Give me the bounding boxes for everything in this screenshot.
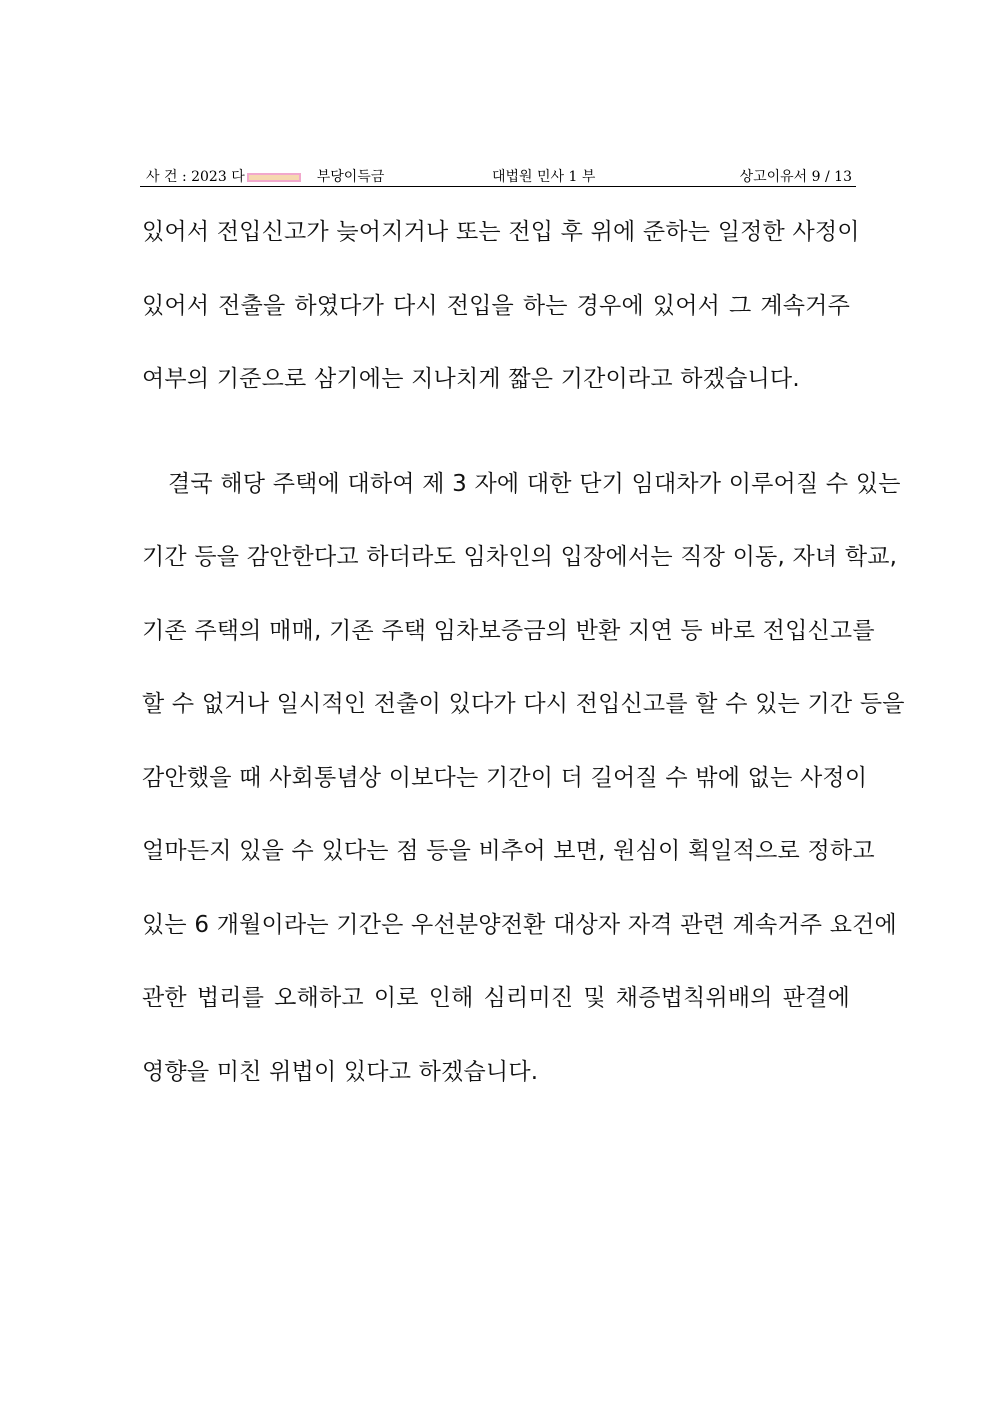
text-line: 있어서 전입신고가 늦어지거나 또는 전입 후 위에 준하는 일정한 사정이 (142, 219, 860, 245)
page-header (140, 164, 856, 187)
redaction-mark (247, 173, 301, 182)
text-line: 기존 주택의 매매, 기존 주택 임차보증금의 반환 지연 등 바로 전입신고를 (142, 617, 875, 644)
page-indicator: 상고이유서 9 / 13 (739, 169, 852, 185)
text-line: 감안했을 때 사회통념상 이보다는 기간이 더 길어질 수 밖에 없는 사정이 (142, 764, 868, 791)
case-name: 부당이득금 (316, 169, 385, 185)
text-line: 여부의 기준으로 삼기에는 지나치게 짧은 기간이라고 하겠습니다. (142, 366, 800, 392)
paragraph-gap (142, 433, 850, 464)
case-number (146, 166, 384, 186)
text-line: 영향을 미친 위법이 있다고 하겠습니다. (142, 1058, 539, 1085)
paragraph-2 (142, 464, 905, 1126)
text-line: 얼마든지 있을 수 있다는 점 등을 비추어 보면, 원심이 획일적으로 정하고 (142, 838, 875, 864)
text-line: 있어서 전출을 하였다가 다시 전입을 하는 경우에 있어서 그 계속거주 (142, 292, 850, 319)
text-line: 있는 6 개월이라는 기간은 우선분양전환 대상자 자격 관련 계속거주 요건에 (142, 911, 897, 938)
case-prefix: 사 건 : 2023 다 (146, 169, 245, 185)
text-line: 관한 법리를 오해하고 이로 인해 심리미진 및 채증법칙위배의 판결에 (142, 985, 850, 1011)
document-body (142, 212, 905, 1125)
text-line: 기간 등을 감안한다고 하더라도 임차인의 입장에서는 직장 이동, 자녀 학교, (142, 544, 898, 570)
text-line: 결국 해당 주택에 대하여 제 3 자에 대한 단기 임대차가 이루어질 수 있는 (168, 470, 901, 497)
text-line: 할 수 없거나 일시적인 전출이 있다가 다시 전입신고를 할 수 있는 기간 등을 (142, 691, 905, 717)
court-name: 대법원 민사 1 부 (492, 169, 596, 185)
paragraph-1 (142, 212, 860, 433)
